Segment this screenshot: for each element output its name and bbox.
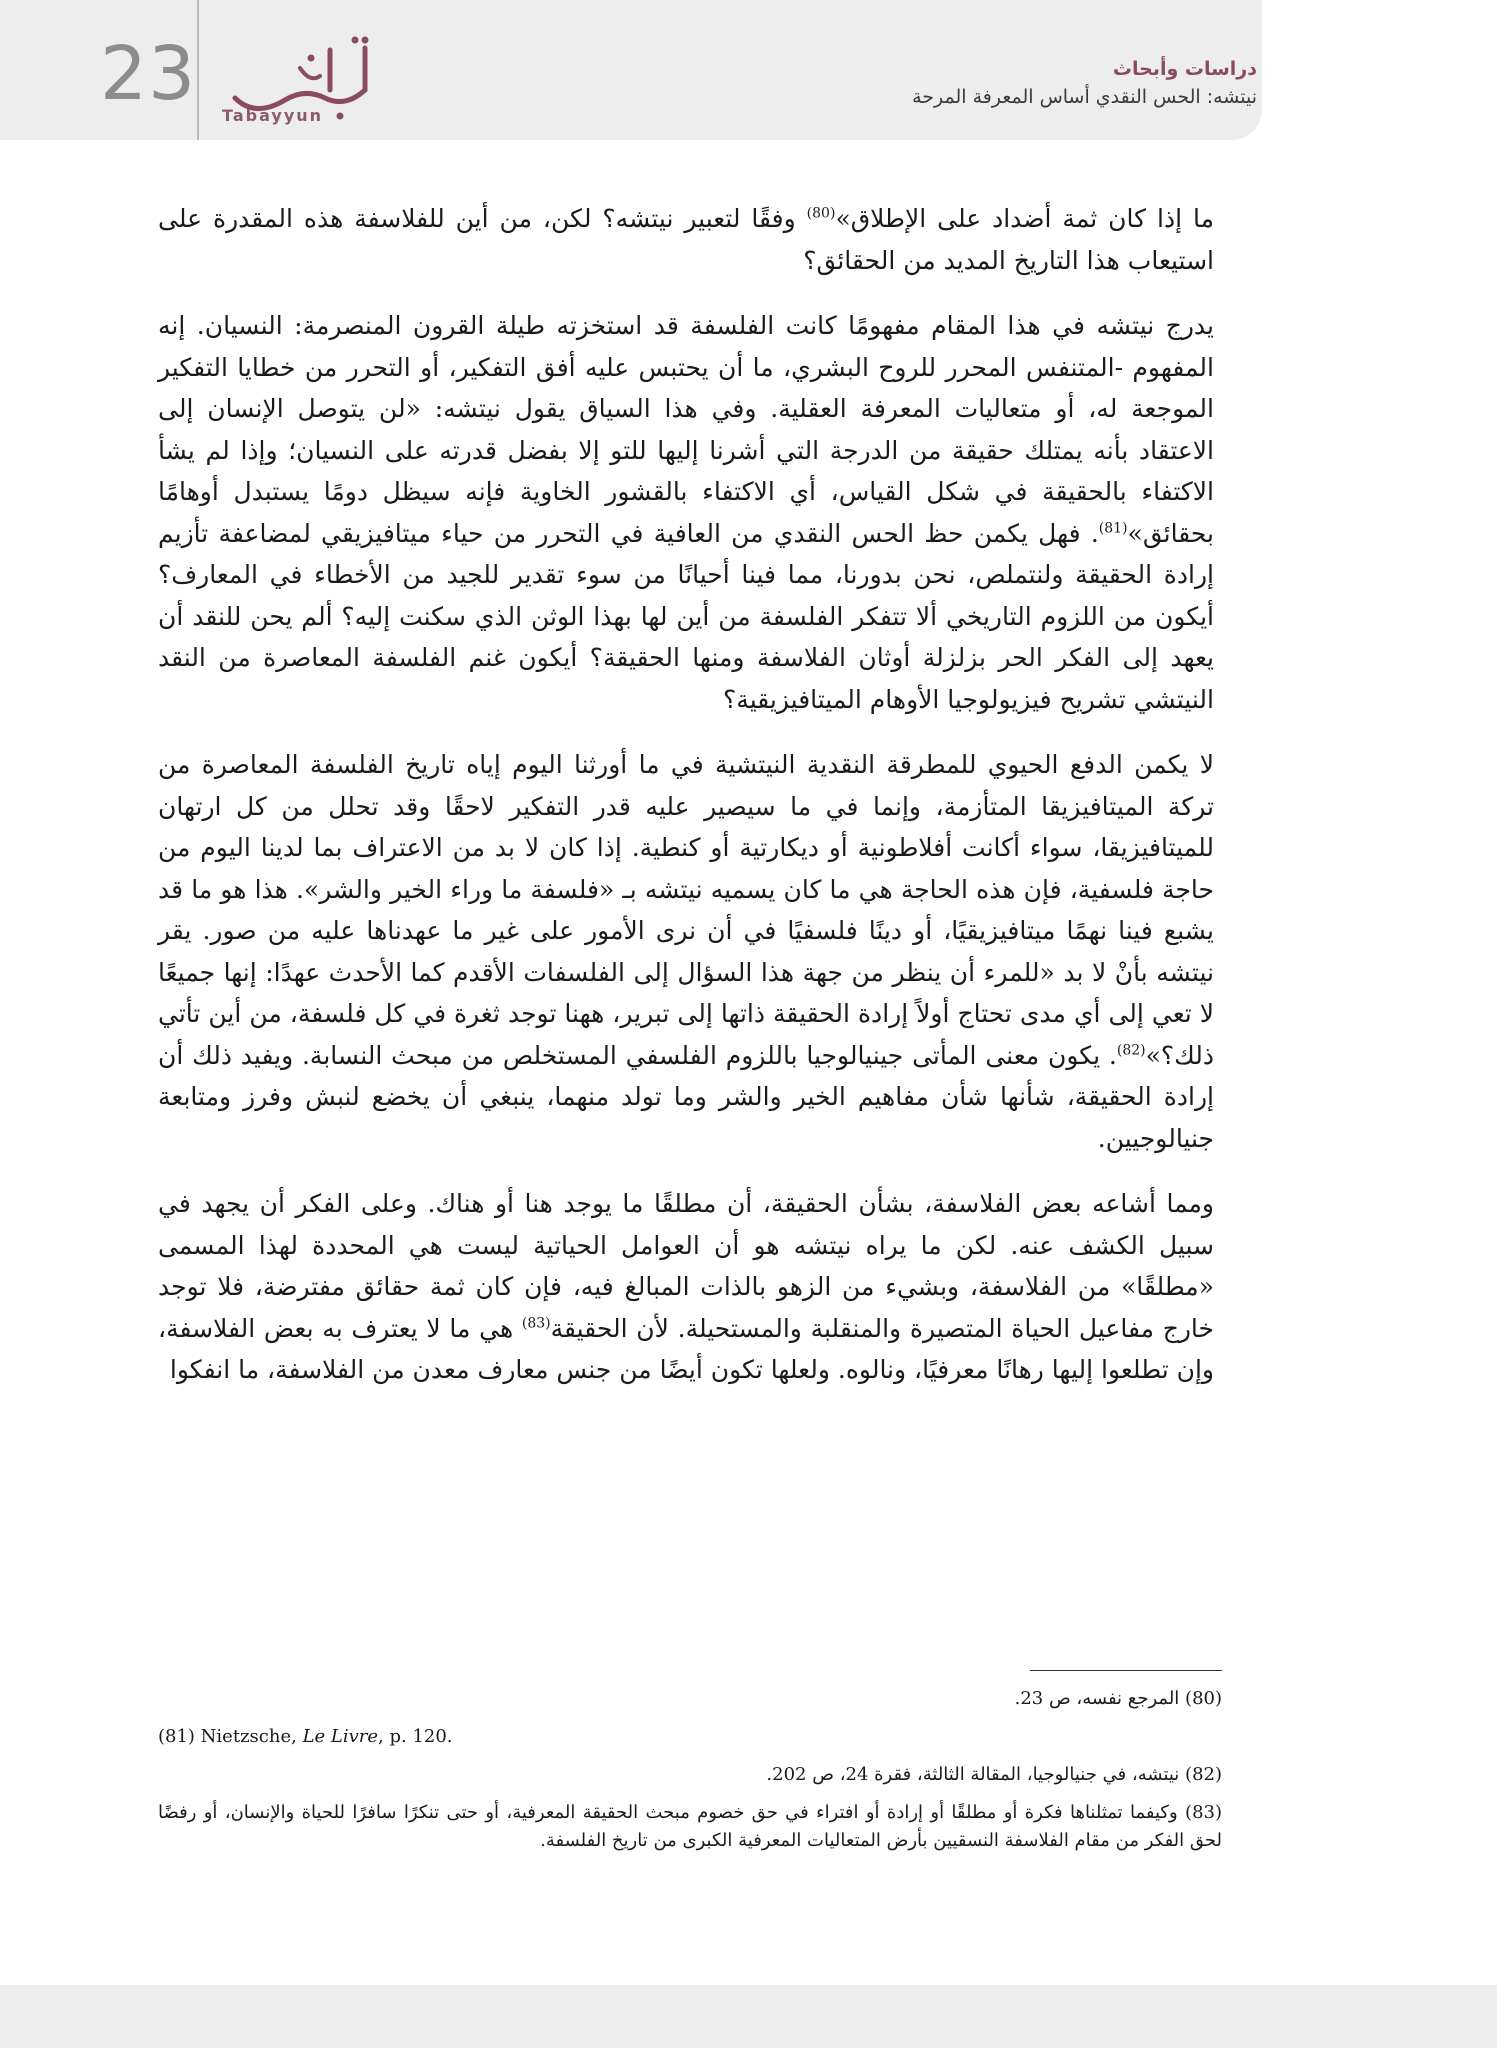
section-label: دراسات وأبحاث bbox=[1112, 58, 1257, 80]
footnote-rule bbox=[1030, 1670, 1222, 1671]
paragraph-4 bbox=[158, 1183, 1214, 1391]
footnote-81 bbox=[158, 1723, 1222, 1751]
paragraph-4-text-a: ومما أشاعه بعض الفلاسفة، بشأن الحقيقة، أن مطلقًا ما يوجد هنا أو هناك. وعلى الفكر أن يجهد في سبيل الكشف عنه. لكن ما يراه نيتشه هو أن العوامل الحياتية ليست هي المحددة لهذا المسمى «مطلقًا» من الفلاسفة، وبشيء من الزهو بالذات المبالغ فيه، فإن كان ثمة حقائق مفترضة، فلا توجد خارج مفاعيل الحياة المتصيرة والمنقلبة والمستحيلة. لأن الحقيقة bbox=[158, 1189, 1214, 1343]
footnote-ref-83: (83) bbox=[521, 1315, 551, 1332]
footnote-ref-82: (82) bbox=[1116, 1042, 1146, 1059]
paragraph-3-text-b: . يكون معنى المأتى جينيالوجيا باللزوم الفلسفي المستخلص من مبحث النسابة. ويفيد ذلك أن إرادة الحقيقة، شأنها شأن مفاهيم الخير والشر وما تولد منهما، ينبغي أن يخضع لنبش وفرز ومتابعة جنيالوجيين. bbox=[158, 1040, 1214, 1153]
footnote-82: (82) نيتشه، في جنيالوجيا، المقالة الثالثة، فقرة 24، ص 202. bbox=[766, 1764, 1222, 1785]
paragraph-2-text-a: يدرج نيتشه في هذا المقام مفهومًا كانت الفلسفة قد استخزته طيلة القرون المنصرمة: النسيان. إنه المفهوم -المتنفس المحرر للروح البشري، ما أن يحتبس عليه أفق التفكير، أو التحرر من خطايا التفكير الموجعة له، أو متعاليات المعرفة العقلية. وفي هذا السياق يقول نيتشه: «لن يتوصل الإنسان إلى الاعتقاد بأنه يمتلك حقيقة من الدرجة التي أشرنا إليها للتو إلا بفضل قدرته على النسيان؛ وإذا لم يشأ الاكتفاء بالحقيقة في شكل القياس، أي الاكتفاء بالقشور الخاوية فإنه سيظل دومًا يستبدل أوهامًا بحقائق» bbox=[158, 311, 1214, 548]
footnote-ref-81: (81) bbox=[1098, 520, 1128, 537]
bottom-band bbox=[0, 1985, 1497, 2048]
footnote-81-post: , p. 120. bbox=[378, 1726, 453, 1747]
paragraph-1 bbox=[158, 198, 1214, 281]
paragraph-3-text-a: لا يكمن الدفع الحيوي للمطرقة النقدية النيتشية في ما أورثنا اليوم إياه تاريخ الفلسفة المعاصرة من تركة الميتافيزيقا المتأزمة، وإنما في ما سيصير عليه قدر التفكير لاحقًا وقد تحلل من كل ارتهان للميتافيزيقا، سواء أكانت أفلاطونية أو ديكارتية أو كنطية. إذا كان لا بد من الاعتراف بما لدينا اليوم من حاجة فلسفية، فإن هذه الحاجة هي ما كان يسميه نيتشه بـ «فلسفة ما وراء الخير والشر». هذا هو ما قد يشبع فينا نهمًا ميتافيزيقيًا، أو دينًا فلسفيًا في أن نرى الأمور على غير ما عهدناها عليه من صور. يقر نيتشه بأنْ لا بد «للمرء أن ينظر من جهة هذا السؤال إلى الفلسفات الأقدم كما الأحدث عهدًا: إنها جميعًا لا تعي إلى أي مدى تحتاج أولاً إرادة الحقيقة ذاتها إلى تبرير، ههنا توجد ثغرة في كل فلسفة، من أين تأتي ذلك؟» bbox=[158, 750, 1214, 1070]
paragraph-3 bbox=[158, 744, 1214, 1159]
journal-logo-text: Tabayyun bbox=[222, 106, 324, 125]
footnote-ref-80: (80) bbox=[806, 205, 836, 222]
page-number: 23 bbox=[100, 31, 197, 117]
paragraph-1-text-b: وفقًا لتعبير نيتشه؟ لكن، من أين للفلاسفة هذه المقدرة على استيعاب هذا التاريخ المديد من الحقائق؟ bbox=[158, 204, 1214, 275]
paragraph-2 bbox=[158, 305, 1214, 720]
footnote-81-pre: (81) Nietzsche, bbox=[158, 1726, 303, 1747]
footnotes bbox=[158, 1685, 1222, 1865]
article-body bbox=[158, 198, 1214, 1415]
article-title: نيتشه: الحس النقدي أساس المعرفة المرحة bbox=[912, 86, 1257, 108]
footnote-83: (83) وكيفما تمثلناها فكرة أو مطلقًا أو إرادة أو افتراء في حق خصوم مبحث الحقيقة المعرفية، أو حتى تنكرًا سافرًا للحياة والإنسان، أو رفضًا لحق الفكر من مقام الفلاسفة النسقيين بأرض المتعاليات المعرفية الكبرى من تاريخ الفلسفة. bbox=[158, 1802, 1222, 1851]
paragraph-1-text-a: ما إذا كان ثمة أضداد على الإطلاق» bbox=[835, 204, 1214, 233]
header-divider bbox=[197, 0, 199, 140]
paragraph-2-text-b: . فهل يكمن حظ الحس النقدي من العافية في التحرر من حياء ميتافيزيقي لمضاعفة تأزيم إرادة الحقيقة ولنتملص، نحن بدورنا، مما فينا أحيانًا من سوء تقدير للجيد من الأخطاء في المعارف؟ أيكون من اللزوم التاريخي ألا تتفكر الفلسفة من أين لها بهذا الوثن الذي سكنت إليه؟ ألم يحن للنقد أن يعهد إلى الفكر الحر بزلزلة أوثان الفلاسفة ومنها الحقيقة؟ أيكون غنم الفلسفة المعاصرة من النقد النيتشي تشريح فيزيولوجيا الأوهام الميتافيزيقية؟ bbox=[158, 518, 1214, 714]
footnote-80: (80) المرجع نفسه، ص 23. bbox=[1014, 1688, 1222, 1709]
footnote-81-title: Le Livre bbox=[302, 1726, 379, 1747]
paragraph-4-text-b: هي ما لا يعترف به بعض الفلاسفة، وإن تطلعوا إليها رهانًا معرفيًا، ونالوه. ولعلها تكون أيضًا من جنس معارف معدن من الفلاسفة، ما انفكوا bbox=[158, 1313, 1214, 1384]
